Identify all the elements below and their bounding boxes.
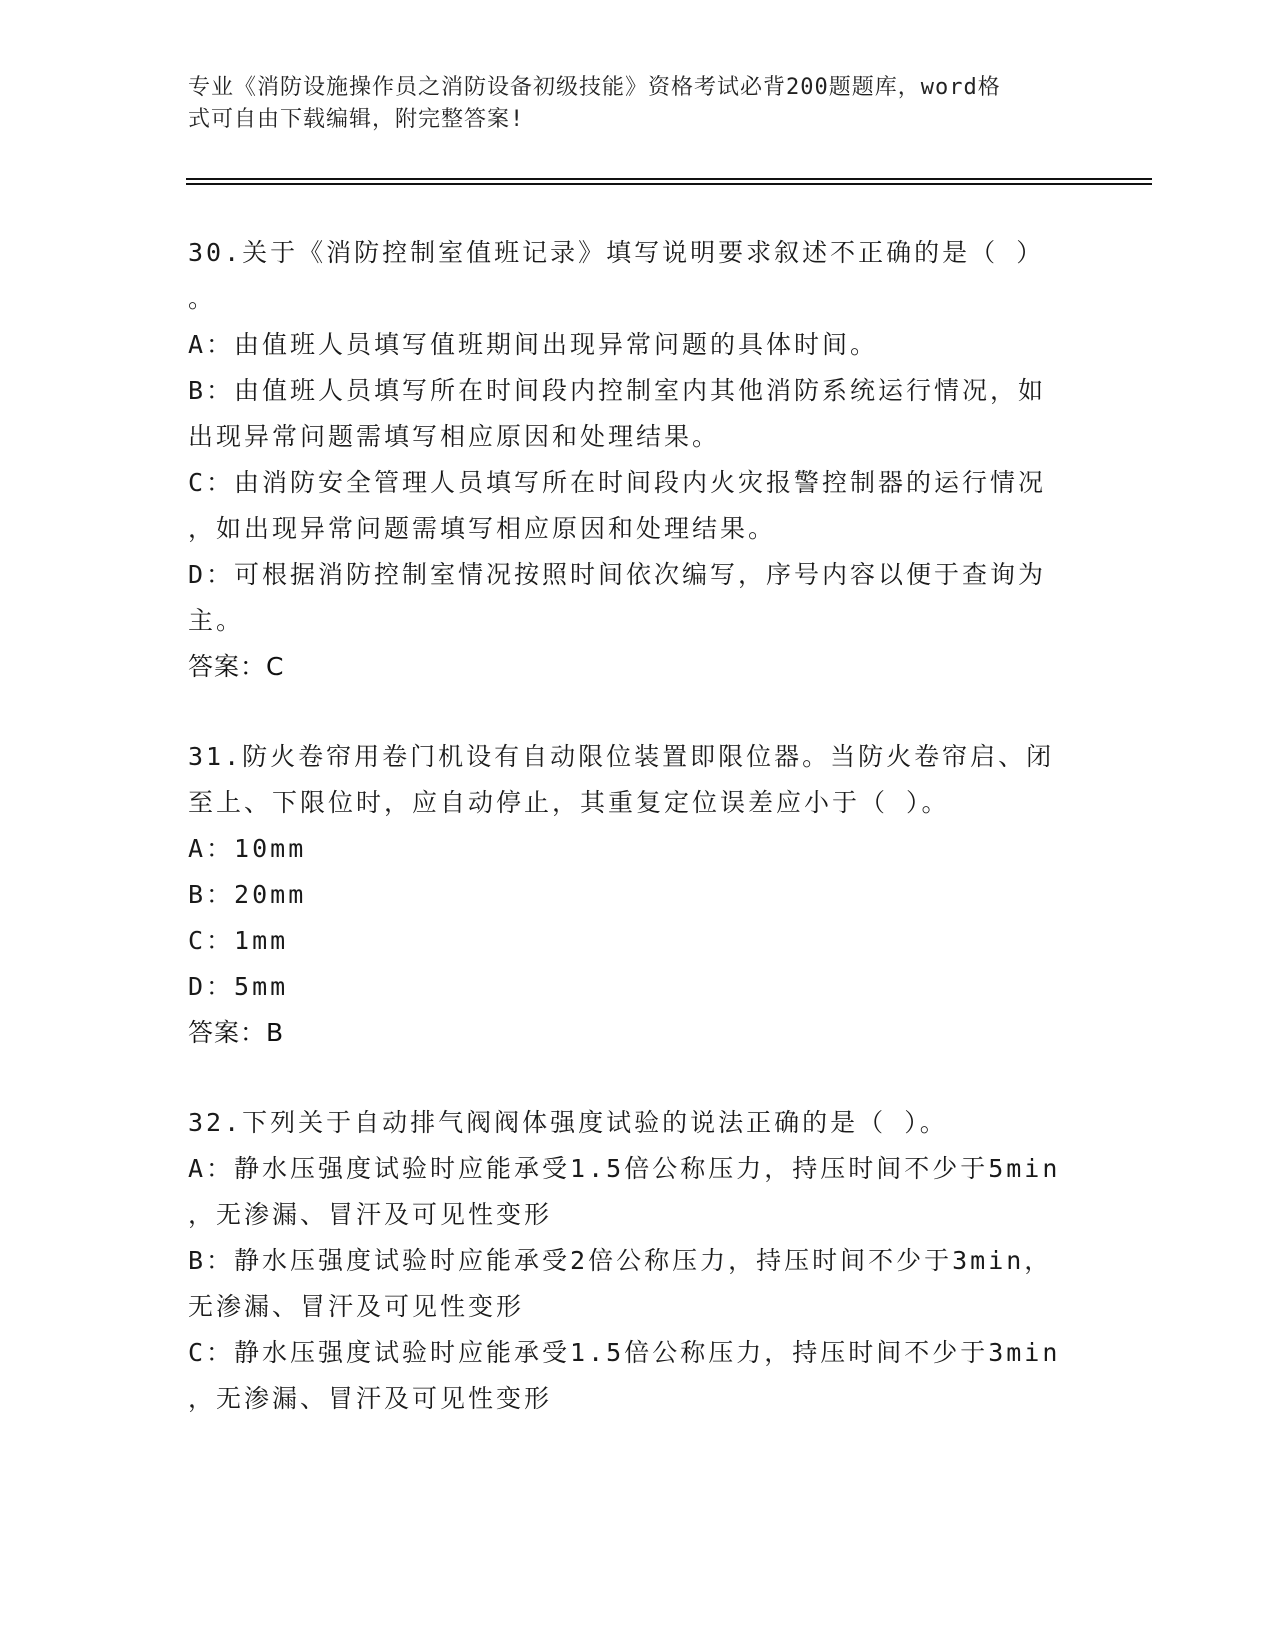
- option-c: ，如出现异常问题需填写相应原因和处理结果。: [188, 514, 777, 543]
- option-a: A：静水压强度试验时应能承受1.5倍公称压力，持压时间不少于5min: [188, 1154, 1061, 1183]
- question-text: 31.防火卷帘用卷门机设有自动限位装置即限位器。当防火卷帘启、闭: [188, 742, 1055, 771]
- option-c: C：静水压强度试验时应能承受1.5倍公称压力，持压时间不少于3min: [188, 1338, 1061, 1367]
- option-b: 出现异常问题需填写相应原因和处理结果。: [188, 422, 721, 451]
- header-divider: [186, 178, 1152, 180]
- option-a: A：由值班人员填写值班期间出现异常问题的具体时间。: [188, 330, 879, 359]
- answer: 答案：C: [188, 652, 285, 681]
- document-header: [188, 72, 1088, 136]
- option-b: B：由值班人员填写所在时间段内控制室内其他消防系统运行情况，如: [188, 376, 1047, 405]
- option-b: B：静水压强度试验时应能承受2倍公称压力，持压时间不少于3min，: [188, 1246, 1053, 1275]
- option-a: ，无渗漏、冒汗及可见性变形: [188, 1200, 553, 1229]
- option-d: D：5mm: [188, 972, 289, 1001]
- answer: 答案：B: [188, 1018, 285, 1047]
- header-line: 式可自由下载编辑，附完整答案!: [188, 107, 525, 132]
- option-a: A：10mm: [188, 834, 307, 863]
- option-d: D：可根据消防控制室情况按照时间依次编写，序号内容以便于查询为: [188, 560, 1047, 589]
- option-c: C：由消防安全管理人员填写所在时间段内火灾报警控制器的运行情况: [188, 468, 1047, 497]
- question-32: [188, 1100, 1088, 1422]
- question-31: [188, 734, 1088, 1056]
- option-c: ，无渗漏、冒汗及可见性变形: [188, 1384, 553, 1413]
- question-list: [188, 230, 1088, 1422]
- question-30: [188, 230, 1088, 690]
- question-text: 30.关于《消防控制室值班记录》填写说明要求叙述不正确的是（ ）: [188, 238, 1045, 267]
- option-b: B：20mm: [188, 880, 307, 909]
- question-text: 。: [188, 284, 217, 313]
- header-line: 专业《消防设施操作员之消防设备初级技能》资格考试必背200题题库，word格: [188, 75, 1001, 100]
- question-spacer: [188, 690, 1088, 734]
- question-text: 至上、下限位时，应自动停止，其重复定位误差应小于（ ）。: [188, 788, 950, 817]
- question-spacer: [188, 1056, 1088, 1100]
- header-divider: [186, 183, 1152, 185]
- option-c: C：1mm: [188, 926, 289, 955]
- option-d: 主。: [188, 606, 245, 635]
- question-text: 32.下列关于自动排气阀阀体强度试验的说法正确的是（ ）。: [188, 1108, 948, 1137]
- option-b: 无渗漏、冒汗及可见性变形: [188, 1292, 525, 1321]
